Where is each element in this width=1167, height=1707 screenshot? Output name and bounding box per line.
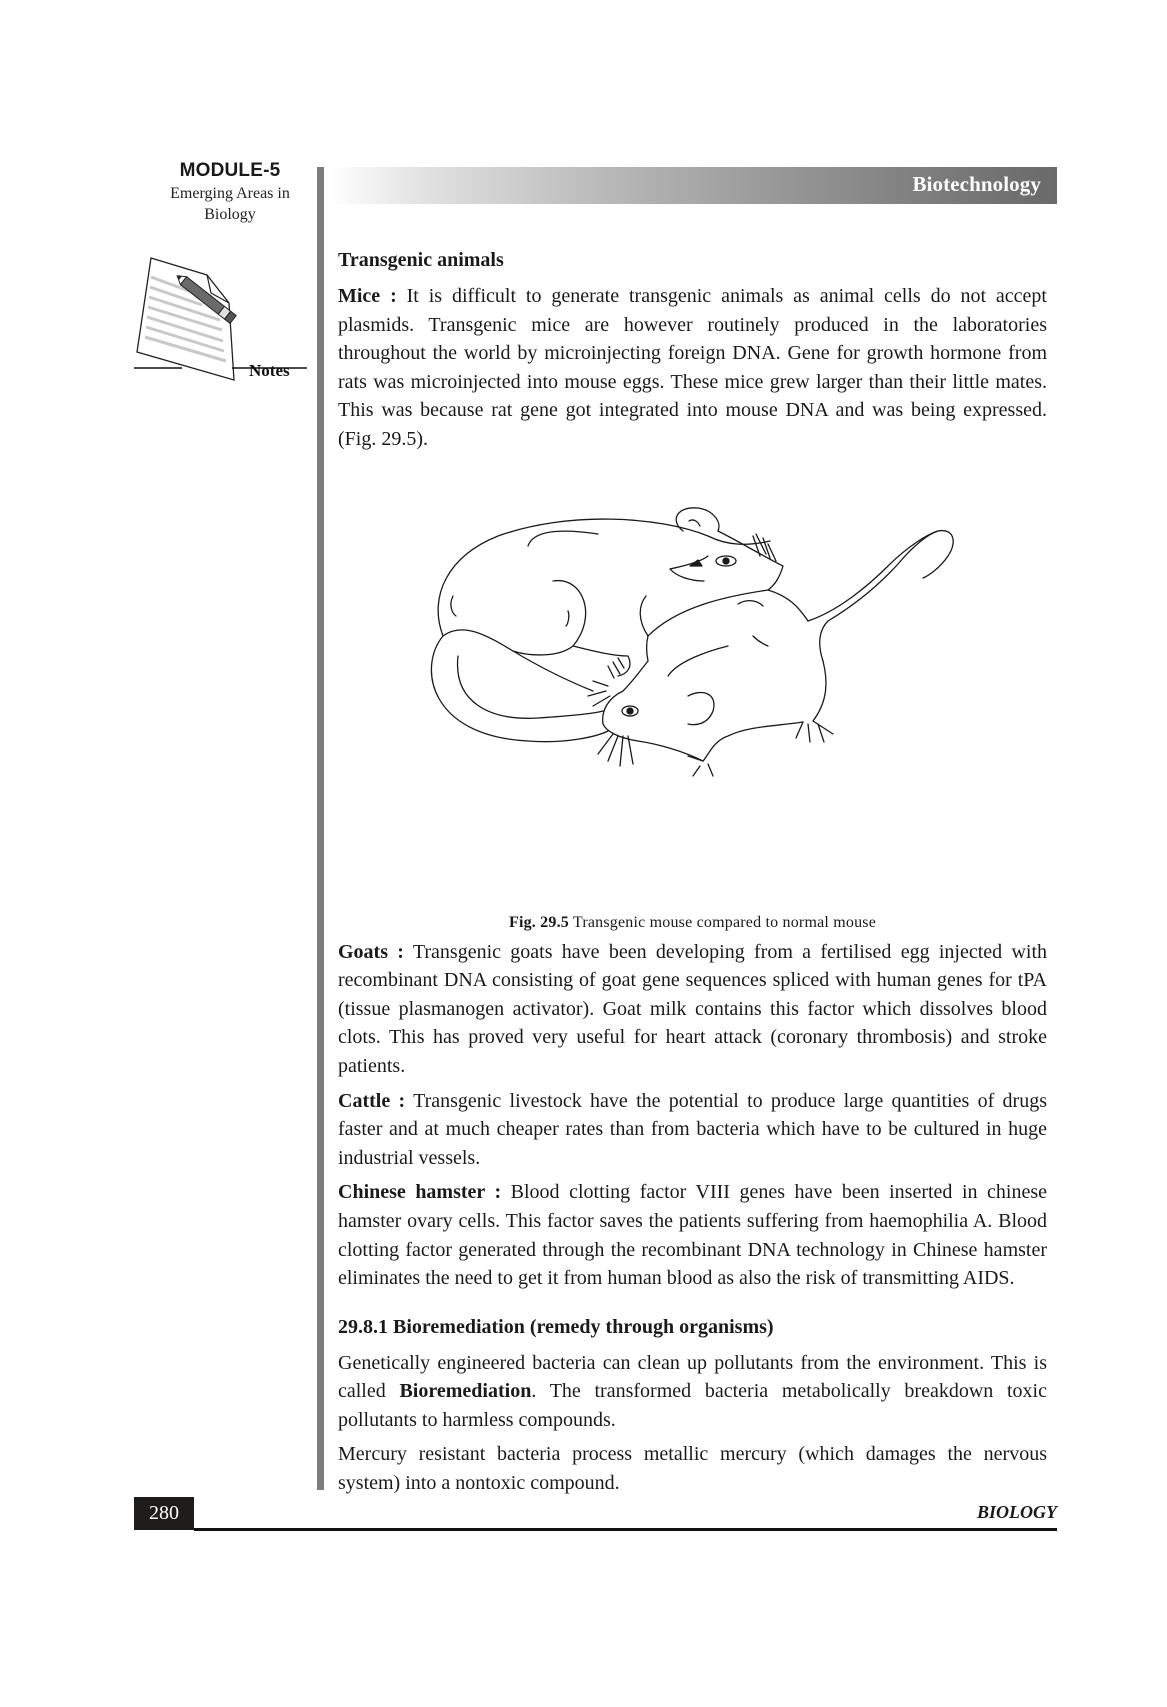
figure-caption — [338, 914, 1047, 932]
paragraph-cattle — [338, 1087, 1047, 1173]
module-block — [134, 160, 326, 225]
paragraph-chinese-hamster — [338, 1178, 1047, 1292]
chapter-title: Biotechnology — [912, 172, 1041, 196]
term-cattle: Cattle : — [338, 1089, 406, 1112]
main-content — [338, 246, 1047, 1504]
mouse-illustration — [408, 486, 998, 786]
vertical-rule — [317, 167, 324, 1490]
text-goats: Transgenic goats have been developing from a fertilised egg injected with recombinant DNA consisting of goat gene sequences spliced with human genes for tPA (tissue plasmanogen activator). Goat milk contains this factor which dissolves blood clots. This has proved very useful for heart attack (coronary thrombosis) and stroke patients. — [338, 940, 1047, 1077]
caption-text: Transgenic mouse compared to normal mouse — [569, 913, 877, 931]
notes-label: Notes — [249, 361, 290, 380]
paragraph-mice — [338, 282, 1047, 454]
notes-block — [134, 255, 309, 385]
text-bioremediation-after: . The transformed bacteria metabolically breakdown toxic pollutants to harmless compounds. — [338, 1380, 1047, 1431]
text-chinese-hamster: Blood clotting factor VIII genes have been inserted in chinese hamster ovary cells. This factor saves the patients suffering from haemophilia A. Blood clotting factor generated through the recombinant DNA technology in Chinese hamster eliminates the need to get it from human blood as also the risk of transmitting AIDS. — [338, 1181, 1048, 1290]
module-subtitle-line1: Emerging Areas in — [170, 185, 290, 202]
text-mice: It is difficult to generate transgenic animals as animal cells do not accept plasmids. Transgenic mice are however routinely produced in the laboratories throughout the world by microinjecting foreign DNA. Gene for growth hormone from rats was microinjected into mouse eggs. These mice grew larger than their little mates. This was because rat gene got integrated into mouse DNA and was being expressed. (Fig. 29.5). — [338, 285, 1047, 450]
module-subtitle — [134, 183, 326, 225]
module-subtitle-line2: Biology — [204, 206, 256, 223]
term-mice: Mice : — [338, 285, 397, 307]
chapter-header-bar — [329, 167, 1057, 204]
heading-transgenic-animals: Transgenic animals — [338, 249, 504, 271]
footer-rule — [194, 1528, 1057, 1531]
page-number: 280 — [134, 1497, 194, 1530]
footer-book-title: BIOLOGY — [977, 1502, 1057, 1522]
paragraph-mercury: Mercury resistant bacteria process metallic mercury (which damages the nervous system) into a nontoxic compound. — [338, 1443, 1047, 1495]
paragraph-bioremediation — [338, 1349, 1047, 1435]
paragraph-goats — [338, 938, 1047, 1081]
text-cattle: Transgenic livestock have the potential to produce large quantities of drugs faster and at much cheaper rates than from bacteria which have to be cultured in huge industrial vessels. — [338, 1089, 1047, 1169]
module-title: MODULE-5 — [179, 160, 281, 181]
caption-label: Fig. 29.5 — [508, 913, 569, 931]
text-bioremediation-before: Genetically engineered bacteria can clean up pollutants from the environment. This is called — [338, 1351, 1047, 1403]
term-chinese-hamster: Chinese hamster : — [338, 1181, 502, 1204]
term-bioremediation: Bioremediation — [399, 1380, 532, 1403]
figure-29-5 — [338, 462, 1047, 938]
term-goats: Goats : — [338, 940, 404, 963]
section-heading-bioremediation: 29.8.1 Bioremediation (remedy through organisms) — [338, 1315, 774, 1338]
